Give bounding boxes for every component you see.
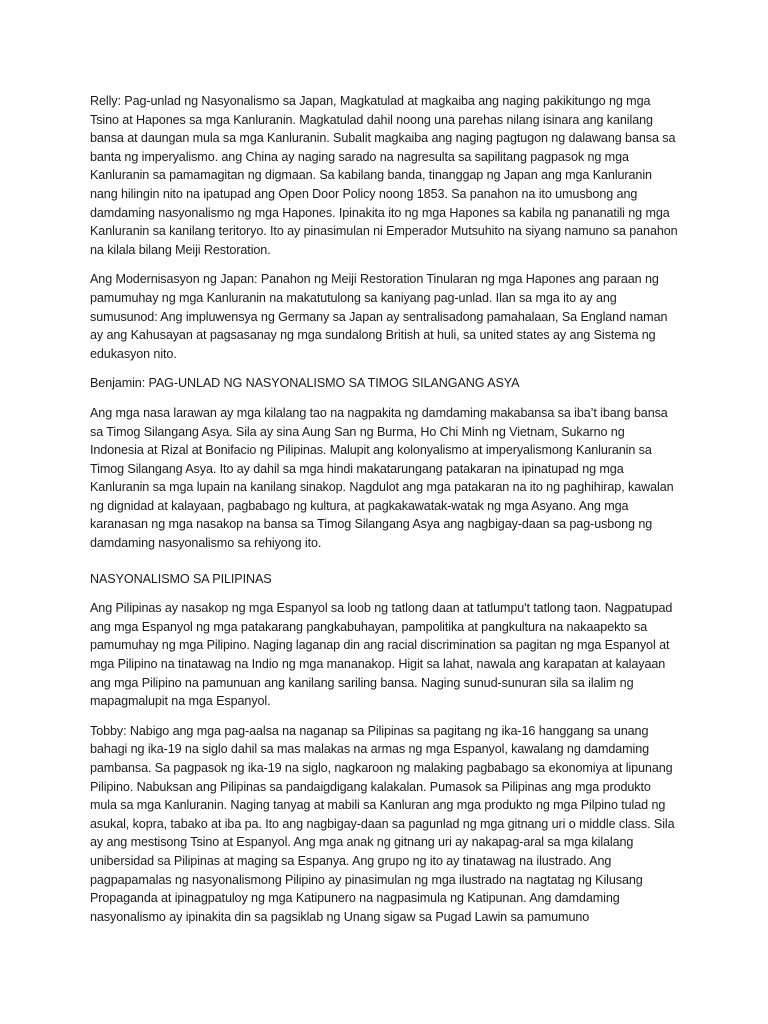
heading-philippines-nationalism: NASYONALISMO SA PILIPINAS: [90, 571, 272, 586]
document-body: [90, 92, 680, 937]
paragraph-southeast-asia-nationalism: Ang mga nasa larawan ay mga kilalang tao na nagpakita ng damdaming makabansa sa iba’t ibang bansa sa Timog Silangang Asya. Sila ay sina Aung San ng Burma, Ho Chi Minh ng Vietnam, Sukarno ng Indonesia at Rizal at Bonifacio ng Pilipinas. Malupit ang kolonyalismo at imperyalismong Kanluranin sa Timog Silangang Asya. Ito ay dahil sa mga hindi makatarungang patakaran na ipinatupad ng mga Kanluranin sa mga lupain na kanilang sinakop. Nagdulot ang mga patakaran na ito ng paghihirap, kawalan ng dignidad at kalayaan, pagbabago ng kultura, at pagkakawatak-watak ng mga Asyano. Ang mga karanasan ng mga nasakop na bansa sa Timog Silangang Asya ang nagbigay-daan sa pag-usbong ng damdaming nasyonalismo sa rehiyong ito.: [90, 405, 674, 551]
paragraph-japan-modernization: Ang Modernisasyon ng Japan: Panahon ng Meiji Restoration Tinularan ng mga Hapones ang paraan ng pamumuhay ng mga Kanluranin na makatutulong sa kaniyang pag-unlad. Ilan sa mga ito ay ang sumusunod: Ang impluwensya ng Germany sa Japan ay sentralisadong pamahalaan, Sa England naman ay ang Kahusayan at pagsasanay ng mga sundalong British at huli, sa united states ay ang Sistema ng edukasyon nito.: [90, 272, 668, 361]
paragraph-tobby-revolts: Tobby: Nabigo ang mga pag-aalsa na naganap sa Pilipinas sa pagitang ng ika-16 hanggang sa unang bahagi ng ika-19 na siglo dahil sa mas malakas na armas ng mga Espanyol, kawalang ng damdaming pambansa. Sa pagpasok ng ika-19 na siglo, nagkaroon ng malaking pagbabago sa ekonomiya at lipunang Pilipino. Nabuksan ang Pilipinas sa pandaigdigang kalakalan. Pumasok sa Pilipinas ang mga produkto mula sa mga Kanluranin. Naging tanyag at mabili sa Kanluran ang mga produkto ng mga Pilpino tulad ng asukal, kopra, tabako at iba pa. Ito ang nagbigay-daan sa pagunlad ng mga gitnang uri o middle class. Sila ay ang mestisong Tsino at Espanyol. Ang mga anak ng gitnang uri ay nakapag-aral sa mga kilalang unibersidad sa Pilipinas at maging sa Espanya. Ang grupo ng ito ay tinatawag na ilustrado. Ang pagpapamalas ng nasyonalismong Pilipino ay pinasimulan ng mga ilustrado na nagtatag ng Kilusang Propaganda at ipinagpatuloy ng mga Katipunero na nagpasimula ng Katipunan. Ang damdaming nasyonalismo ay ipinakita din sa pagsiklab ng Unang sigaw sa Pugad Lawin sa pamumuno: [90, 723, 675, 924]
paragraph-relly-japan-nationalism: Relly: Pag-unlad ng Nasyonalismo sa Japan, Magkatulad at magkaiba ang naging pakikitungo ng mga Tsino at Hapones sa mga Kanluranin. Magkatulad dahil noong una parehas nilang isinara ang kanilang bansa at daungan mula sa mga Kanluranin. Subalit magkaiba ang naging pagtugon ng dalawang bansa sa banta ng imperyalismo. ang China ay naging sarado na nagresulta sa sapilitang pagpasok ng mga Kanluranin sa pamamagitan ng digmaan. Sa kabilang banda, tinanggap ng Japan ang mga Kanluranin nang hilingin nito na ipatupad ang Open Door Policy noong 1853. Sa panahon na ito umusbong ang damdaming nasyonalismo ng mga Hapones. Ipinakita ito ng mga Hapones sa kabila ng pananatili ng mga Kanluranin sa kanilang teritoryo. Ito ay pinasimulan ni Emperador Mutsuhito na siyang namuno sa panahon na kilala bilang Meiji Restoration.: [90, 94, 678, 257]
heading-benjamin-southeast-asia: Benjamin: PAG-UNLAD NG NASYONALISMO SA TIMOG SILANGANG ASYA: [90, 376, 520, 391]
paragraph-spanish-colonization: Ang Pilipinas ay nasakop ng mga Espanyol sa loob ng tatlong daan at tatlumpu't tatlong taon. Nagpatupad ang mga Espanyol ng mga patakarang pangkabuhayan, pampolitika at pangkultura na nakaapekto sa pamumuhay ng mga Pilipino. Naging laganap din ang racial discrimination sa pagitan ng mga Espanyol at mga Pilipino na tinatawag na Indio ng mga mananakop. Higit sa lahat, nawala ang karapatan at kalayaan ang mga Pilipino na pamunuan ang kanilang sariling bansa. Naging sunud-sunuran sila sa ilalim ng mapagmalupit na mga Espanyol.: [90, 601, 673, 709]
